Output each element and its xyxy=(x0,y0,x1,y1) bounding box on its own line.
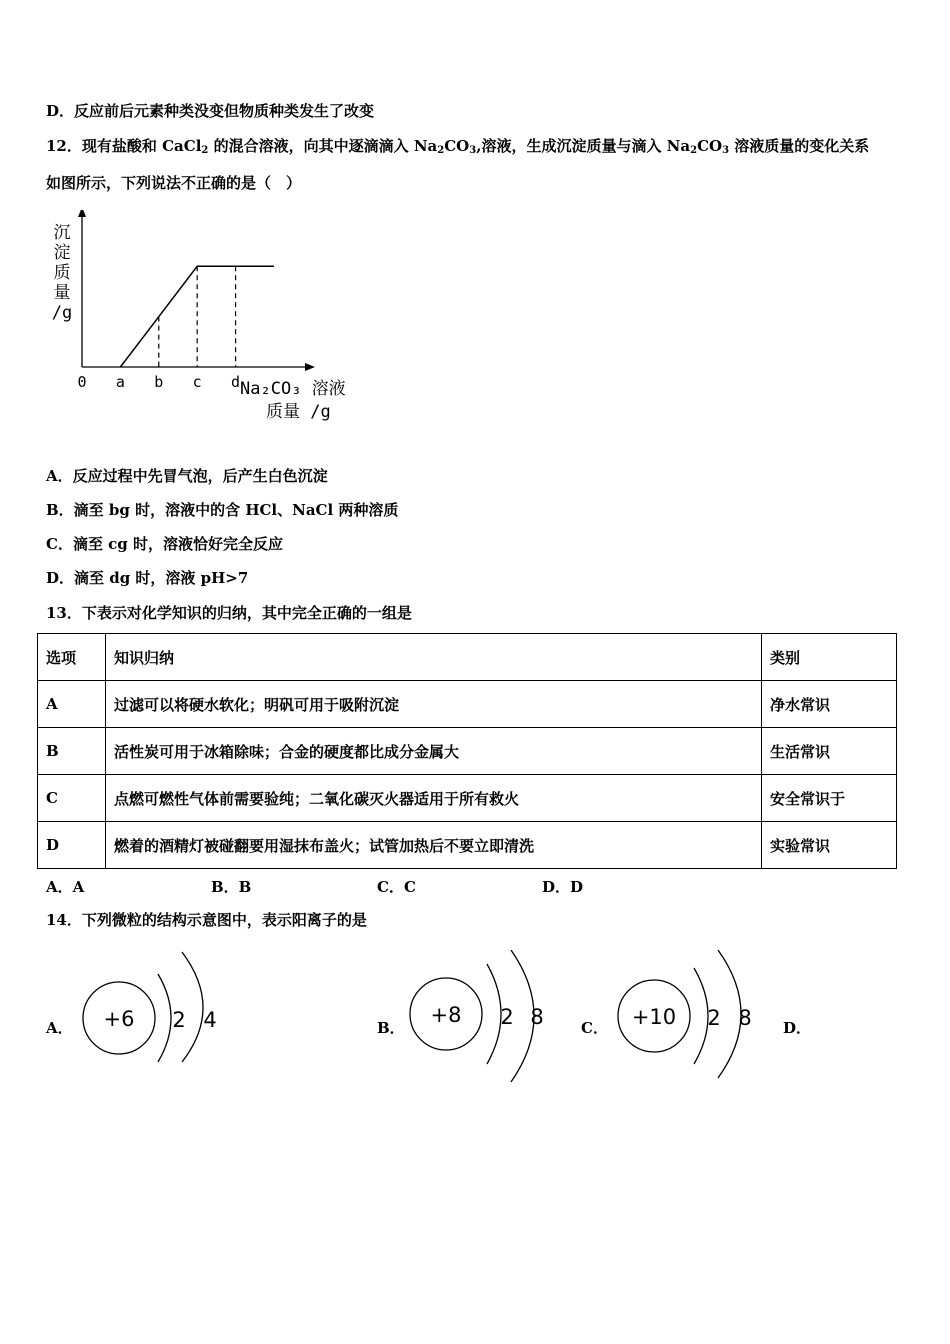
q12-stem-sub1: 2 xyxy=(201,145,209,156)
shell-electron-count: 8 xyxy=(530,1005,544,1029)
x-tick-label: d xyxy=(231,373,241,391)
table-header-row xyxy=(38,634,897,681)
q13-option-d: D．D xyxy=(542,878,584,896)
table-cell: A xyxy=(38,681,106,728)
table-row xyxy=(38,775,897,822)
q12-option-c: C．滴至 cg 时，溶液恰好完全反应 xyxy=(46,535,284,553)
table-cell: 生活常识 xyxy=(762,728,897,775)
table-cell: B xyxy=(38,728,106,775)
table-cell: 点燃可燃性气体前需要验纯；二氧化碳灭火器适用于所有救火 xyxy=(106,775,762,822)
knowledge-table xyxy=(37,633,897,869)
table-row xyxy=(38,681,897,728)
chart-y-axis-label xyxy=(52,223,72,323)
q13-option-a: A．A xyxy=(46,878,85,896)
q12-option-b: B．滴至 bg 时，溶液中的含 HCl、NaCl 两种溶质 xyxy=(46,501,399,519)
electron-shell-arc xyxy=(694,968,708,1064)
table-cell: 实验常识 xyxy=(762,822,897,869)
y-axis-label-char: 沉 xyxy=(53,223,71,243)
q12-option-d: D．滴至 dg 时，溶液 pH>7 xyxy=(46,569,249,587)
table-cell: C xyxy=(38,775,106,822)
y-axis-label-char: 质 xyxy=(53,263,71,283)
chart-x-axis-label-line1: Na₂CO₃ 溶液 xyxy=(240,379,346,399)
table-row xyxy=(38,728,897,775)
q14-option-b-label: B． xyxy=(377,1019,405,1037)
x-tick-label: b xyxy=(154,373,164,391)
nucleus-charge: +6 xyxy=(103,1007,135,1031)
electron-shell-arc xyxy=(158,974,171,1062)
shell-electron-count: 2 xyxy=(172,1008,186,1032)
chart-x-tick-labels xyxy=(77,373,240,391)
shell-electron-count: 2 xyxy=(707,1006,721,1030)
y-axis-label-char: 淀 xyxy=(53,243,71,263)
q13-stem: 13．下表示对化学知识的归纳，其中完全正确的一组是 xyxy=(46,604,412,622)
chart-axes xyxy=(78,210,315,371)
q13-option-b: B．B xyxy=(211,878,252,896)
q12-stem-sub4: 2 xyxy=(690,145,698,156)
atom-diagram-c xyxy=(614,950,764,1080)
table-cell: 安全常识于 xyxy=(762,775,897,822)
x-tick-label: a xyxy=(115,373,125,391)
q12-stem-part5: CO xyxy=(697,137,723,155)
table-header-cell: 类别 xyxy=(762,634,897,681)
q12-stem-part3: CO xyxy=(444,137,470,155)
q13-option-c: C．C xyxy=(377,878,416,896)
chart-x-axis-label-line2: 质量 /g xyxy=(266,402,331,422)
q14-option-a-label: A． xyxy=(46,1019,73,1037)
table-cell: 活性炭可用于冰箱除味；合金的硬度都比成分金属大 xyxy=(106,728,762,775)
shell-electron-count: 8 xyxy=(738,1006,752,1030)
q12-stem-part4: ,溶液，生成沉淀质量与滴入 Na xyxy=(476,137,691,155)
q12-stem-part1: 12．现有盐酸和 CaCl xyxy=(46,137,202,155)
nucleus-charge: +10 xyxy=(631,1005,677,1029)
table-header-cell: 选项 xyxy=(38,634,106,681)
q12-stem-line1 xyxy=(46,136,869,161)
table-header-cell: 知识归纳 xyxy=(106,634,762,681)
electron-shell-arc xyxy=(182,952,203,1062)
y-axis-label-char: 量 xyxy=(53,283,71,303)
atom-diagram-a xyxy=(78,950,228,1062)
q12-stem-sub5: 3 xyxy=(722,145,730,156)
table-row xyxy=(38,822,897,869)
precipitate-chart xyxy=(40,210,370,430)
q12-stem-part6: 溶液质量的变化关系 xyxy=(729,137,870,155)
q12-stem-sub2: 2 xyxy=(437,145,445,156)
q14-option-c-label: C． xyxy=(581,1019,608,1037)
shell-electron-count: 4 xyxy=(203,1008,217,1032)
q11-option-d: D．反应前后元素种类没变但物质种类发生了改变 xyxy=(46,102,375,120)
x-tick-label: 0 xyxy=(77,373,87,391)
nucleus-charge: +8 xyxy=(430,1003,462,1027)
atom-diagram-b xyxy=(405,950,555,1090)
q12-option-a: A．反应过程中先冒气泡，后产生白色沉淀 xyxy=(46,467,328,485)
table-cell: D xyxy=(38,822,106,869)
q14-option-d-label: D． xyxy=(783,1019,812,1037)
electron-shell-arc xyxy=(487,964,501,1064)
q12-stem-part2: 的混合溶液，向其中逐滴滴入 Na xyxy=(208,137,438,155)
q12-stem-sub3: 3 xyxy=(469,145,477,156)
shell-electron-count: 2 xyxy=(500,1005,514,1029)
chart-dashed-guides xyxy=(159,266,236,367)
y-axis-arrow-icon xyxy=(78,210,86,217)
x-axis-arrow-icon xyxy=(305,363,315,371)
table-cell: 过滤可以将硬水软化；明矾可用于吸附沉淀 xyxy=(106,681,762,728)
table-cell: 净水常识 xyxy=(762,681,897,728)
q12-stem-line2: 如图所示，下列说法不正确的是（ ） xyxy=(46,174,302,192)
q14-stem: 14．下列微粒的结构示意图中，表示阳离子的是 xyxy=(46,911,367,929)
x-tick-label: c xyxy=(192,373,202,391)
table-cell: 燃着的酒精灯被碰翻要用湿抹布盖火；试管加热后不要立即清洗 xyxy=(106,822,762,869)
y-axis-label-char: /g xyxy=(51,303,73,323)
